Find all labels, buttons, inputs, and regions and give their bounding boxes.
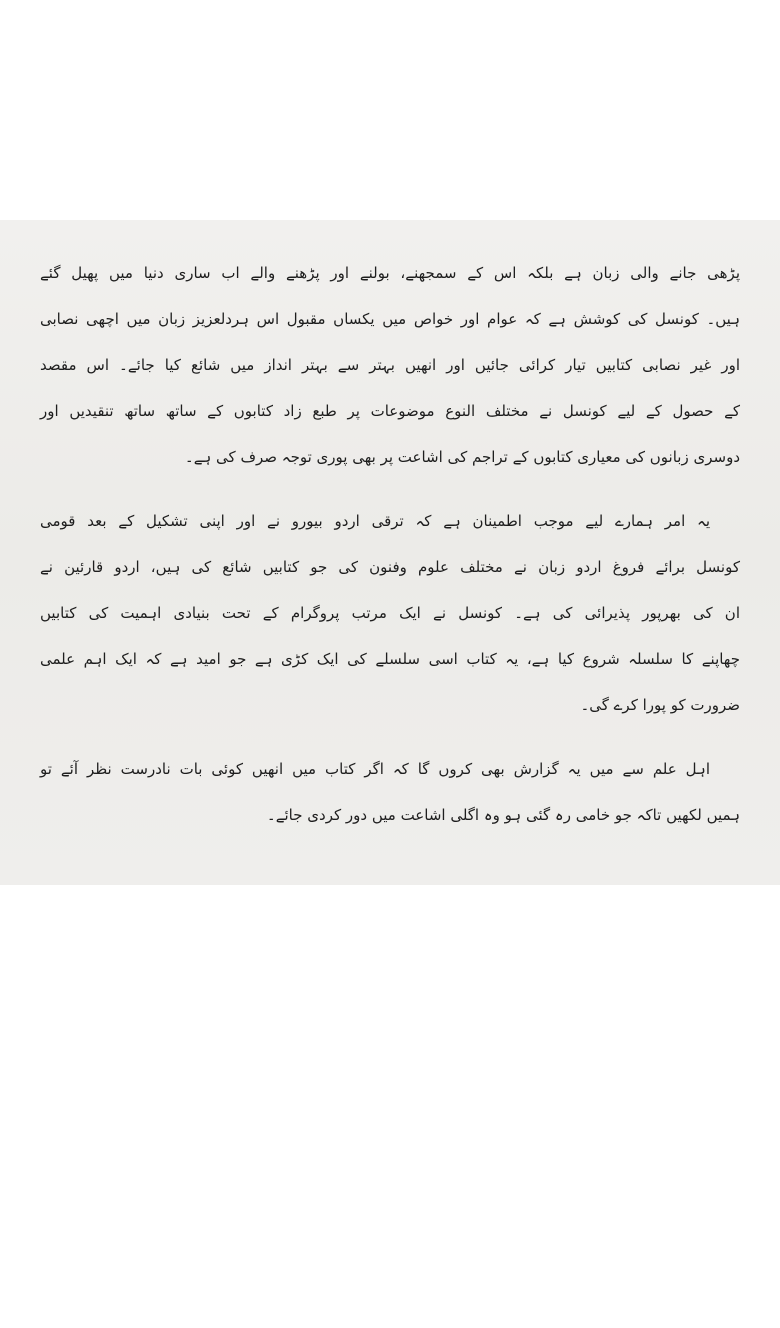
text-line: اور غیر نصابی کتابیں تیار کرائی جائیں اور انھیں بہتر سے بہتر انداز میں شائع کیا جائے۔ اس مقصد (40, 356, 740, 374)
text-line: پڑھی جانے والی زبان ہے بلکہ اس کے سمجھنے، بولنے اور پڑھنے والے اب ساری دنیا میں پھیل گئے (40, 264, 740, 282)
text-line: کونسل برائے فروغ اردو زبان نے مختلف علوم وفنون کی جو کتابیں شائع کی ہیں، اردو قارئین نے (40, 558, 740, 576)
scanned-page (0, 220, 780, 885)
text-line: ضرورت کو پورا کرے گی۔ (580, 696, 740, 714)
text-line: کے حصول کے لیے کونسل نے مختلف النوع موضوعات پر طبع زاد کتابوں کے ساتھ ساتھ تنقیدیں اور (40, 402, 740, 420)
text-line: دوسری زبانوں کی معیاری کتابوں کے تراجم کی اشاعت پر بھی پوری توجہ صرف کی ہے۔ (184, 448, 740, 466)
text-line: ہمیں لکھیں تاکہ جو خامی رہ گئی ہو وہ اگلی اشاعت میں دور کردی جائے۔ (266, 806, 740, 824)
text-line: چھاپنے کا سلسلہ شروع کیا ہے، یہ کتاب اسی سلسلے کی ایک کڑی ہے جو امید ہے کہ ایک اہم علمی (40, 650, 740, 668)
text-line: اہل علم سے میں یہ گزارش بھی کروں گا کہ اگر کتاب میں انھیں کوئی بات نادرست نظر آئے تو (40, 760, 710, 778)
paragraph-1 (40, 250, 740, 480)
paragraph-2 (40, 498, 740, 728)
text-line: ان کی بھرپور پذیرائی کی ہے۔ کونسل نے ایک مرتب پروگرام کے تحت بنیادی اہمیت کی کتابیں (40, 604, 740, 622)
text-line: ہیں۔ کونسل کی کوشش ہے کہ عوام اور خواص میں یکساں مقبول اس ہردلعزیز زبان میں اچھی نصابی (40, 310, 740, 328)
text-line: یہ امر ہمارے لیے موجب اطمینان ہے کہ ترقی اردو بیورو نے اور اپنی تشکیل کے بعد قومی (40, 512, 710, 530)
paragraph-3 (40, 746, 740, 838)
